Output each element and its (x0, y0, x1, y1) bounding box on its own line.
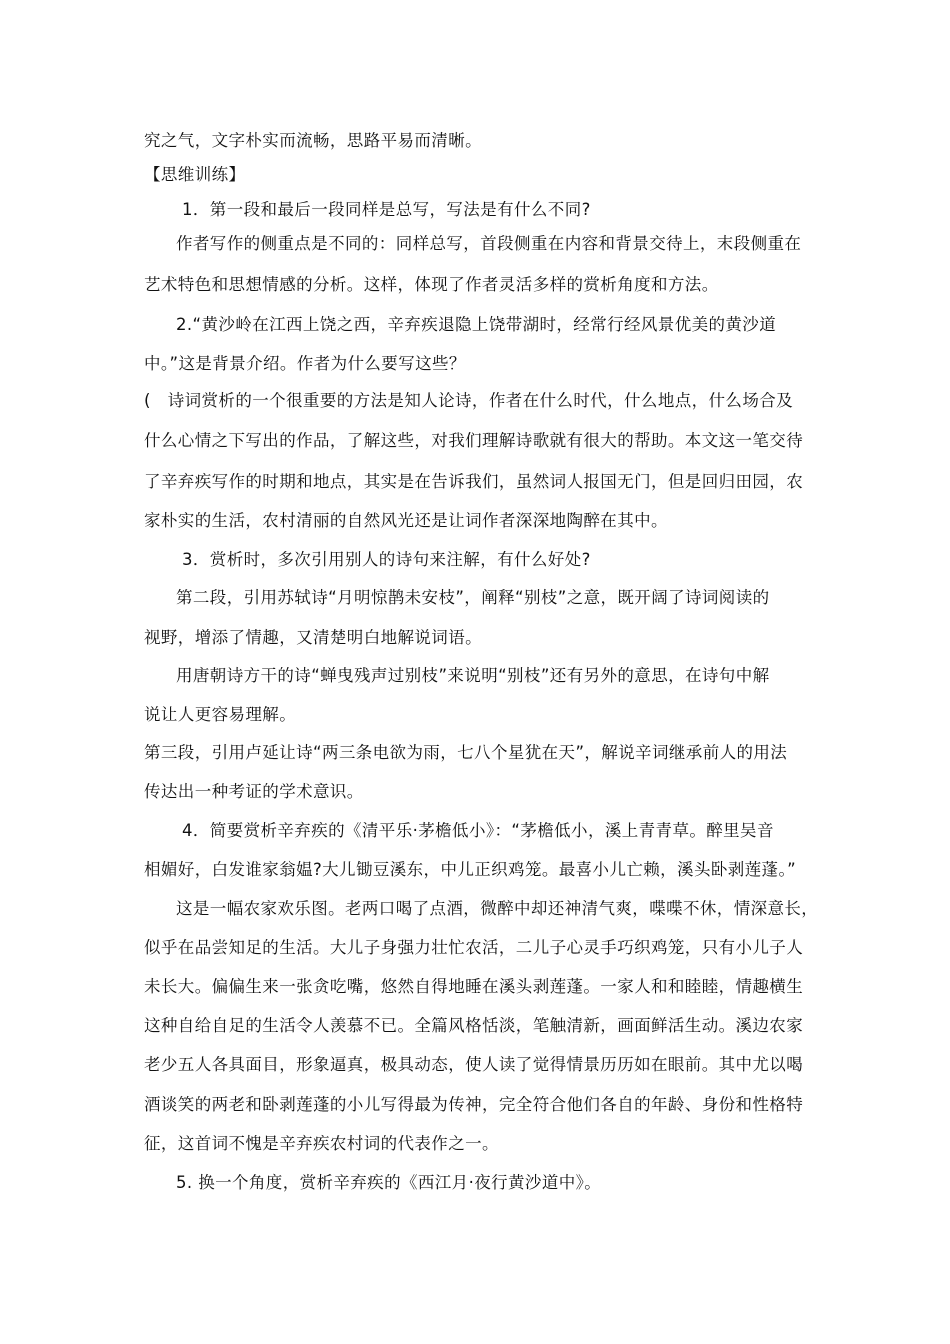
answer-4-line: 这种自给自足的生活令人羡慕不已。全篇风格恬淡，笔触清新，画面鲜活生动。溪边农家 (144, 1016, 804, 1035)
answer-3-line: 第三段，引用卢延让诗“两三条电欲为雨，七八个星犹在天”，解说辛词继承前人的用法 (144, 743, 788, 762)
text-line: 究之气，文字朴实而流畅，思路平易而清晰。 (144, 131, 482, 150)
answer-4-line: 未长大。偏偏生来一张贪吃嘴，悠然自得地睡在溪头剥莲蓬。一家人和和睦睦，情趣横生 (144, 977, 804, 996)
question-2-line: 中。”这是背景介绍。作者为什么要写这些？ (144, 354, 466, 373)
question-4: 4．简要赏析辛弃疾的《清平乐·茅檐低小》：“茅檐低小，溪上青青草。醉里吴音 (182, 821, 774, 840)
answer-4-line: 这是一幅农家欢乐图。老两口喝了点酒，微醉中却还神清气爽，喋喋不休，情深意长， (176, 899, 819, 918)
answer-4-line: 征，这首词不愧是辛弃疾农村词的代表作之一。 (144, 1134, 499, 1153)
answer-3-line: 视野，增添了情趣，又清楚明白地解说词语。 (144, 628, 482, 647)
answer-2-line: 家朴实的生活，农村清丽的自然风光还是让词作者深深地陶醉在其中。 (144, 511, 668, 530)
answer-1-line: 艺术特色和思想情感的分析。这样，体现了作者灵活多样的赏析角度和方法。 (144, 275, 719, 294)
question-2: 2.“黄沙岭在江西上饶之西，辛弃疾退隐上饶带湖时，经常行经风景优美的黄沙道 (176, 315, 777, 334)
question-4-line: 相媚好，白发谁家翁媪?大儿锄豆溪东，中儿正织鸡笼。最喜小儿亡赖，溪头卧剥莲蓬。” (144, 860, 797, 879)
answer-4-line: 老少五人各具面目，形象逼真，极具动态，使人读了觉得情景历历如在眼前。其中尤以喝 (144, 1055, 804, 1074)
section-heading: 【思维训练】 (144, 165, 246, 184)
answer-4-line: 似乎在品尝知足的生活。大儿子身强力壮忙农活，二儿子心灵手巧织鸡笼，只有小儿子人 (144, 938, 804, 957)
answer-1-line: 作者写作的侧重点是不同的：同样总写，首段侧重在内容和背景交待上，末段侧重在 (176, 234, 802, 253)
answer-2-line: 了辛弃疾写作的时期和地点，其实是在告诉我们，虽然词人报国无门，但是回归田园，农 (144, 472, 804, 491)
answer-3-line: 传达出一种考证的学术意识。 (144, 782, 364, 801)
answer-4-line: 酒谈笑的两老和卧剥莲蓬的小儿写得最为传神，完全符合他们各自的年龄、身份和性格特 (144, 1095, 804, 1114)
question-3: 3．赏析时，多次引用别人的诗句来注解，有什么好处? (182, 550, 591, 569)
answer-3-line: 第二段，引用苏轼诗“月明惊鹊未安枝”，阐释“别枝”之意，既开阔了诗词阅读的 (176, 588, 770, 607)
answer-2-line: ( 诗词赏析的一个很重要的方法是知人论诗，作者在什么时代，什么地点，什么场合及 (144, 391, 794, 410)
question-5: 5. 换一个角度，赏析辛弃疾的《西江月·夜行黄沙道中》。 (176, 1173, 602, 1192)
question-1: 1．第一段和最后一段同样是总写，写法是有什么不同? (182, 200, 591, 219)
answer-3-line: 用唐朝诗方干的诗“蝉曳残声过别枝”来说明“别枝”还有另外的意思，在诗句中解 (176, 666, 770, 685)
answer-2-line: 什么心情之下写出的作品，了解这些，对我们理解诗歌就有很大的帮助。本文这一笔交待 (144, 431, 804, 450)
answer-3-line: 说让人更容易理解。 (144, 705, 297, 724)
